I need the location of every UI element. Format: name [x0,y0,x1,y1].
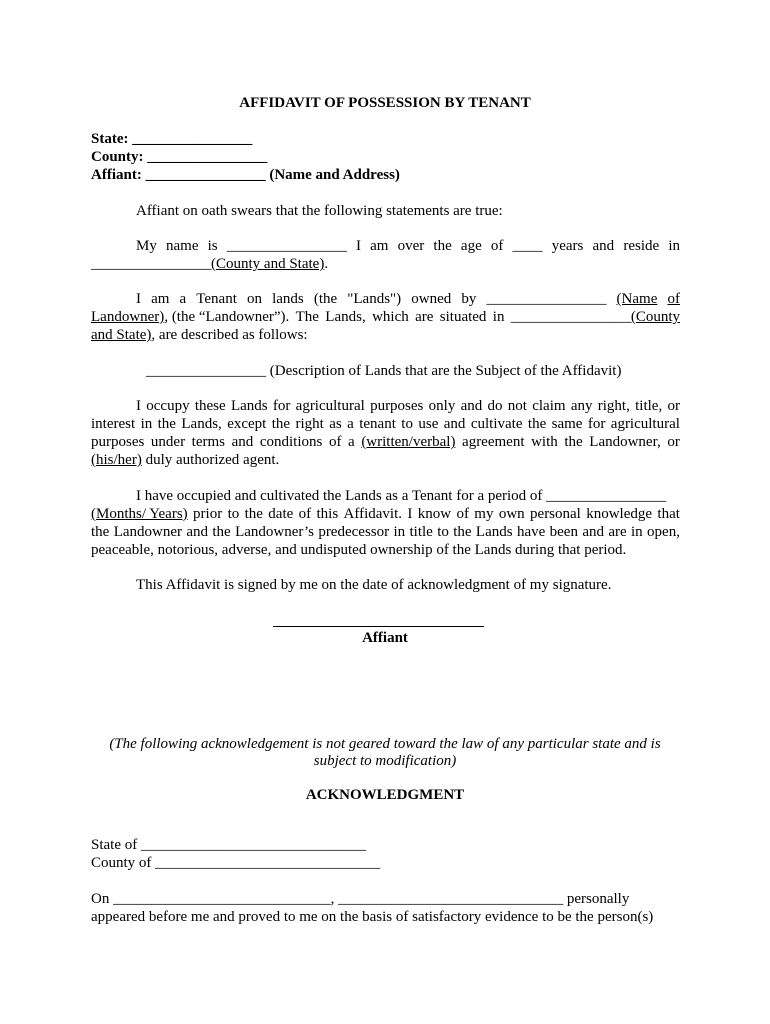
and-state-hint: and State) [91,327,152,343]
word: agricultural [295,398,365,414]
word: am [151,291,170,307]
word: Lands, [181,416,222,432]
word: to [437,524,449,540]
affiant-label: Affiant: ________________ [91,167,270,183]
word: cultivate [470,416,523,432]
word: a [347,416,354,432]
word: The [295,309,319,325]
period: . [324,256,329,272]
blank: ________________ [226,238,347,254]
affiant-line [91,166,400,184]
word: purposes [370,398,424,414]
word: I [136,398,141,414]
blank: ________________ [146,363,266,379]
paragraph-signed: This Affidavit is signed by me on the date of acknowledgment of my signature. [136,577,612,593]
ack-state-line: State of ______________________________ [91,837,366,853]
affiant-hint: (Name and Address) [269,167,400,183]
word: are [608,524,627,540]
word: the [527,416,547,432]
word: tenant [359,416,396,432]
blank: ________________ [510,309,631,325]
word: the [91,524,110,540]
word: and [231,434,254,450]
word: the [564,434,583,450]
paragraph-occupy-line-1 [136,397,680,415]
word: the [212,524,231,540]
word: do [487,398,503,414]
word: any [570,398,593,414]
description-line [146,362,621,380]
word: name [166,238,199,254]
word: purposes [91,434,145,450]
word: right, [597,398,630,414]
word: of [298,506,312,522]
word: of [667,291,680,307]
paragraph-period-line-3 [91,523,680,541]
word: in [668,238,680,254]
word: the [157,416,176,432]
word: of [456,506,469,522]
county-line: County: ________________ [91,149,268,165]
word: (the [313,291,338,307]
description-hint: (Description of Lands that are the Subject of the Affidavit) [266,363,622,379]
ack-on-line: On _____________________________, ______________________________ personally [91,891,630,907]
word: prior [193,506,223,522]
word: I [355,238,361,254]
word: duly authorized agent. [141,452,280,468]
word: owned [411,291,452,307]
paragraph-occupy-line-4 [91,451,279,469]
word: have [516,524,546,540]
word: in [492,309,505,325]
word: know [417,506,452,522]
word: same [551,416,583,432]
paragraph-name-line-2 [91,255,328,273]
word: Landowner, [589,434,661,450]
word: that [657,506,680,522]
paragraph-tenant-line-1 [136,290,680,308]
word: for [587,416,606,432]
word: to [401,416,413,432]
paragraph-occupy-line-2 [91,415,680,433]
ack-county-line: County of ______________________________ [91,855,381,871]
word: Tenant [196,291,237,307]
word: in [631,524,643,540]
word: My [136,238,157,254]
word: personal [530,506,581,522]
word: knowledge [586,506,653,522]
word: open, [647,524,680,540]
word: a [348,434,355,450]
word: date [268,506,294,522]
word: title [409,524,433,540]
agreement-type-hint: (written/verbal) [361,434,456,450]
word: the [271,416,291,432]
acknowledgement-note-line-1: (The following acknowledgement is not geared toward the law of any particular state and is [109,736,661,752]
ack-appeared-line: appeared before me and proved to me on the basis of satisfactory evidence to be the person(s) [91,909,654,925]
word: am [370,238,389,254]
word: I [407,506,413,522]
word: interest [91,416,136,432]
word: lands [272,291,304,307]
word: Lands, [325,309,366,325]
word: the [433,238,452,254]
acknowledgment-title: ACKNOWLEDGMENT [305,787,465,803]
word: "Lands") [347,291,402,307]
acknowledgement-note-line-2: subject to modification) [313,753,457,769]
word: age [460,238,482,254]
word: in [140,416,153,432]
word: with [531,434,558,450]
paragraph-tenant-line-3 [91,326,308,344]
paragraph-period-line-1: I have occupied and cultivated the Lands as a Tenant for a period of ________________ [136,488,667,504]
word: reside [623,238,660,254]
landowner-hint: Landowner) [91,309,165,325]
blank: ____ [512,238,543,254]
word: agricultural [610,416,680,432]
word: , (the “Landowner”). [164,309,290,325]
word: years [551,238,584,254]
word: terms [191,434,225,450]
word: and [592,238,615,254]
word: (Name [616,291,658,307]
word: in [393,524,406,540]
word: this [316,506,339,522]
word: the [244,506,263,522]
word: and [443,416,466,432]
word: my [474,506,494,522]
word: or [667,434,680,450]
word: title, [635,398,663,414]
county-state-hint: (County and State) [211,256,325,272]
word: as [329,416,342,432]
months-years-hint: (Months/ Years) [91,506,188,522]
word: for [272,398,291,414]
word: Lands [230,398,268,414]
word: I [136,291,141,307]
document-title: AFFIDAVIT OF POSSESSION BY TENANT [239,95,531,111]
paragraph-period-line-2 [91,505,680,523]
paragraph-tenant-line-2 [91,308,680,326]
word: Landowner [113,524,182,540]
blank: ________________ [91,256,211,272]
word: been [549,524,578,540]
paragraph-name-line-1 [136,237,680,255]
word: only [428,398,456,414]
word-group [91,308,289,326]
word: situated [439,309,487,325]
word: claim [532,398,566,414]
word: is [207,238,218,254]
paragraph-oath: Affiant on oath swears that the following statements are true: [136,203,503,219]
county-hint: (County [630,309,680,325]
word: over [397,238,425,254]
paragraph-occupy-line-3 [91,433,680,451]
signature-line [273,626,484,627]
word: which [372,309,409,325]
state-line: State: ________________ [91,131,253,147]
word: except [227,416,267,432]
signature-label: Affiant [362,630,408,646]
word: predecessor [318,524,390,540]
word: own [498,506,525,522]
word: and [186,524,209,540]
word: Landowner’s [235,524,314,540]
word: under [150,434,186,450]
word: on [246,291,262,307]
word-group [511,308,680,326]
word: use [418,416,439,432]
word: and [582,524,604,540]
word: the [453,524,472,540]
word: occupy [146,398,190,414]
word: right [295,416,324,432]
word: to [227,506,240,522]
word: agreement [462,434,525,450]
paragraph-period-line-4: peaceable, notorious, adverse, and undisputed ownership of the Lands during that period. [91,542,627,558]
pronoun-hint: (his/her) [91,452,142,468]
word: these [194,398,226,414]
blank: ________________ [486,291,607,307]
word: Lands [475,524,513,540]
word: Affidavit. [343,506,403,522]
word: a [179,291,187,307]
word: conditions [259,434,323,450]
word: , are described as follows: [151,327,308,343]
word: not [507,398,527,414]
word: of [490,238,504,254]
word: or [667,398,680,414]
word: are [415,309,434,325]
word: by [461,291,477,307]
word: of [328,434,342,450]
word: and [460,398,483,414]
